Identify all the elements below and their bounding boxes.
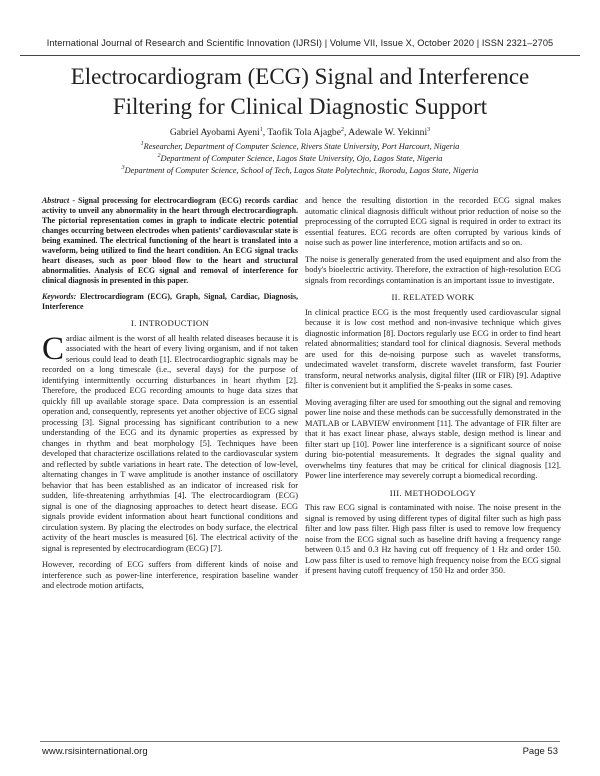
affiliation-text: Department of Computer Science, School of Tech, Lagos State Polytechnic, Ikorodu, Lagos State, Nigeria xyxy=(124,165,479,175)
title-line-1: Electrocardiogram (ECG) Signal and Interference xyxy=(70,64,530,89)
abstract-label: Abstract xyxy=(42,196,70,205)
keywords-text: Electrocardiogram (ECG), Graph, Signal, Cardiac, Diagnosis, Interference xyxy=(42,292,298,311)
keywords xyxy=(42,292,298,312)
title-line-2: Filtering for Clinical Diagnostic Support xyxy=(112,94,488,119)
author-sup: 2 xyxy=(340,127,344,133)
author-name: Gabriel Ayobami Ayeni xyxy=(169,127,260,139)
keywords-label: Keywords: xyxy=(42,292,77,301)
affiliation-text: Department of Computer Science, Lagos State University, Ojo, Lagos State, Nigeria xyxy=(160,153,443,163)
related-paragraph: Moving averaging filter are used for smoothing out the signal and removing power line noise and these methods can be successfully demonstrated in the MATLAB or LABVIEW environment [11]. The advantage of FIR filter are that it has exact linear phase, always stable, design method is linear and filter start up [10]. Power line interference is a significant source of noise during bio-potential measurements. It degrades the signal quality and overwhelms tiny features that may be critical for clinical diagnosis [12]. Power line interference may severely corrupt a biomedical recording. xyxy=(305,397,561,480)
author-separator: , xyxy=(262,127,268,139)
intro-paragraph xyxy=(42,330,298,555)
author-list xyxy=(20,127,580,138)
affiliation-sup: 1 xyxy=(140,141,144,147)
right-column xyxy=(305,196,561,583)
affiliation xyxy=(20,165,580,175)
author-sup: 3 xyxy=(427,127,431,133)
author-name: Taofik Tola Ajagbe xyxy=(267,127,341,139)
section-heading-methodology: III. METHODOLOGY xyxy=(389,487,477,498)
affiliation xyxy=(20,153,580,163)
body-paragraph: and hence the resulting distortion in the recorded ECG signal makes automatic clinical diagnosis difficult without prior reduction of noise so the preprocessing of the corrupted ECG signal is required in order to extract its essential features. ECG records are often corrupted by various kinds of noise such as power line interference, motion artifacts and so on. xyxy=(305,196,561,247)
author-separator: , xyxy=(343,127,349,139)
methodology-paragraph: This raw ECG signal is contaminated with noise. The noise present in the signal is removed by using different types of digital filter such as high pass filter and low pass filter. High pass filter is used to remove low frequency noise from the ECG signal such as baseline drift having a frequency range between 0.15 and 0.3 Hz having cut off frequency of 1 Hz and order 150. Low pass filter is used to remove high frequency noise from the ECG signal if present having cutoff frequency of 150 Hz and order 350. xyxy=(305,503,561,575)
affiliation-sup: 3 xyxy=(121,165,125,171)
header-rule xyxy=(20,55,580,56)
paper-title xyxy=(20,62,580,122)
affiliation-sup: 2 xyxy=(157,153,161,159)
journal-header: International Journal of Research and Scientific Innovation (IJRSI) | Volume VII, Issue X, October 2020 | ISSN 2321–2705 xyxy=(46,38,554,48)
related-paragraph: In clinical practice ECG is the most frequently used cardiovascular signal because it is low cost method and non-invasive technique which gives diagnostic information [8]. Doctors regularly use ECG in order to find heart related abnormalities; standard tool for clinical diagnosis. Several methods are used for this de-noising purpose such as wavelet transforms, undecimated wavelet transform, discrete wavelet transform, fast Fourier transform, neural networks analysis, digital filter (IIR or FIR) [9]. Adaptive filter is convenient but it amplified the S-peaks in some cases. xyxy=(305,307,561,390)
page-number: Page 53 xyxy=(522,746,558,757)
left-column xyxy=(42,196,298,598)
section-heading-introduction: I. INTRODUCTION xyxy=(130,318,210,328)
section-heading-related-work: II. RELATED WORK xyxy=(391,292,475,302)
intro-paragraph: However, recording of ECG suffers from different kinds of noise and interference such as power-line interference, respiration baseline wander and electrode motion artifacts, xyxy=(42,560,298,590)
footer-rule xyxy=(40,741,560,742)
abstract xyxy=(42,196,298,286)
abstract-text: - Signal processing for electrocardiogram (ECG) records cardiac activity to unveil any abnormality in the heart through electrocardiograph. The pictorial representation comes in graph to indicate electric potential changes occurring between electrodes when patients’ cardiovascular state is being examined. The electrical functioning of the heart is translated into a waveform, being utilized to find the heart condition. An ECG signal tracks heart diseases, such as poor blood flow to the heart and structural abnormalities. Analysis of ECG signal and removal of interference for clinical diagnosis in presented in this paper. xyxy=(42,196,298,285)
author-name: Adewale W. Yekinni xyxy=(348,127,428,139)
intro-paragraph-text: ardiac ailment is the worst of all health related diseases because it is associated with the heart of every living organism, and if not taken serious could lead to death [1]. Electrocardiographic signals may be recorded on a long timescale (i.e., several days) for the purpose of identifying intermittently occurring disturbances in heart rhythm [2]. Therefore, the produced ECG recording amounts to huge data sizes that quickly fill up available storage space. Data compression is an essential operation and, consequently, represents yet another objective of ECG signal processing [3]. Signal processing has significant contribution to a new understanding of the ECG and its dynamic properties as expressed by changes in rhythm and beat morphology [5]. Techniques have been developed that characterize oscillations related to the cardiovascular system and reflected by subtle variations in heart rate. The detection of low-level, alternating changes in T wave amplitude is another instance of oscillatory behavior that has been established as an indicator of increased risk for sudden, life-threatening arrhythmias [4]. The electrocardiogram (ECG) signal is one of the diagnosing approaches to detect heart disease. ECG signals provide evident information about heart functional conditions and circulation system. By placing the electrodes on body surface, the electrical activity of the heart muscles is measured [6]. The electrical activity of the signal is represented by electrocardiogram (ECG) [7]. xyxy=(42,333,298,553)
author-sup: 1 xyxy=(259,127,263,133)
drop-cap: C xyxy=(42,330,65,367)
body-paragraph: The noise is generally generated from the used equipment and also from the body's bioelectric activity. Therefore, the extraction of high-resolution ECG signals from recordings contamination is an important issue to investigate. xyxy=(305,254,561,285)
affiliation xyxy=(20,141,580,151)
affiliation-text: Researcher, Department of Computer Science, Rivers State University, Port Harcourt, Nigeria xyxy=(143,141,460,151)
footer-url: www.rsisinternational.org xyxy=(42,746,148,757)
